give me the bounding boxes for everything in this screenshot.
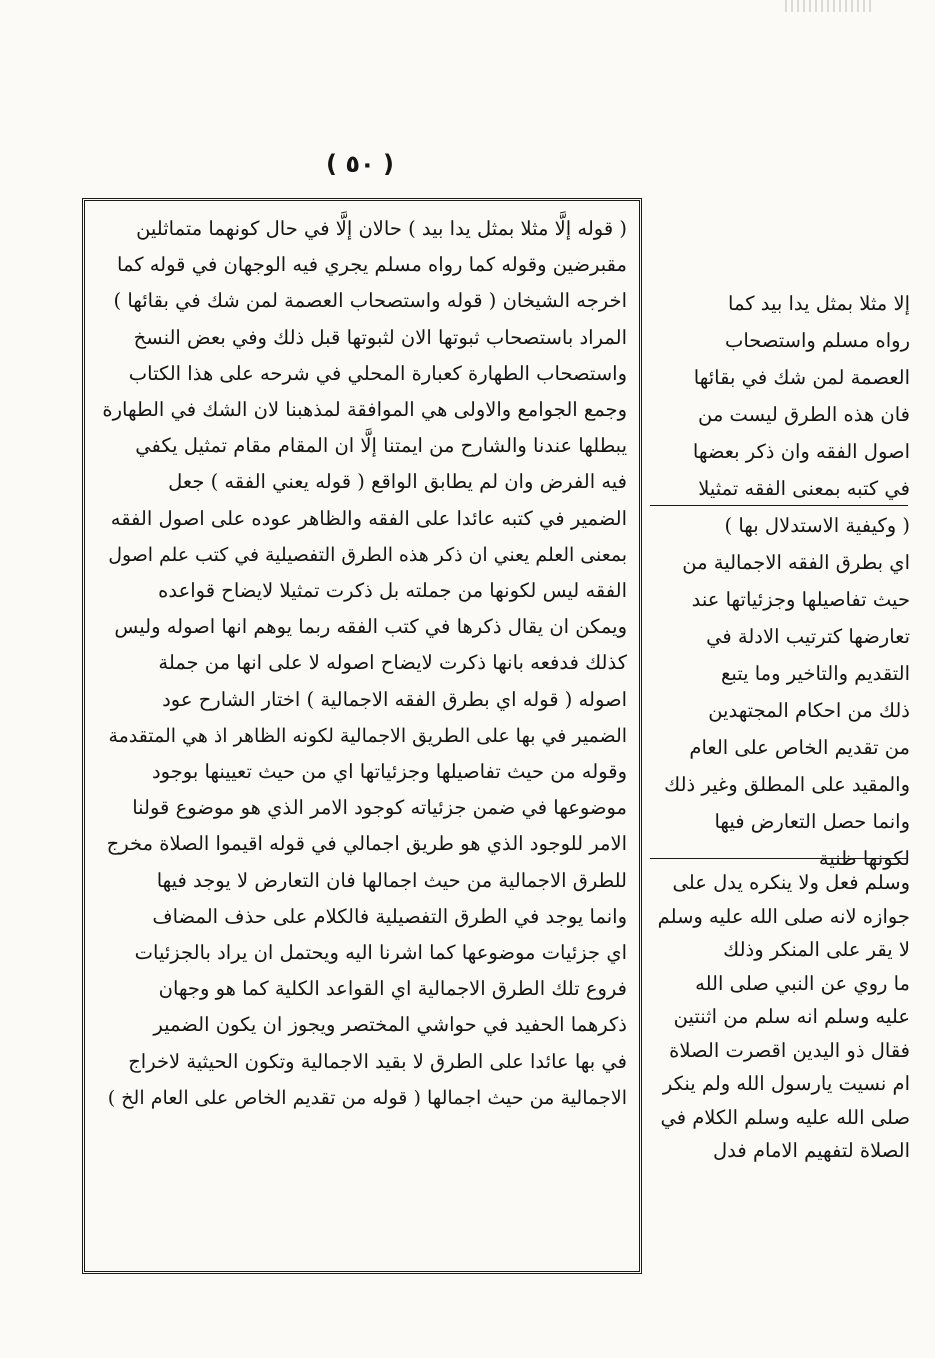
footnote-line: عليه وسلم انه سلم من اثنتين bbox=[673, 1005, 910, 1028]
footnote-separator bbox=[650, 858, 908, 859]
matn-underline bbox=[650, 505, 908, 506]
commentary-line: ويمكن ان يقال ذكرها في كتب الفقه ربما يوهم انها اصوله وليس bbox=[114, 615, 627, 639]
commentary-line: ذكرهما الحفيد في حواشي المختصر ويجوز ان يكون الضمير bbox=[153, 1013, 627, 1037]
commentary-line: الفقه ليس لكونها من جملته بل ذكرت تمثيلا لايضاح قواعده bbox=[158, 579, 627, 603]
scan-artifact bbox=[785, 0, 875, 12]
commentary-line: المراد باستصحاب ثبوتها الان لثبوتها قبل ذلك وفي بعض النسخ bbox=[133, 325, 627, 349]
commentary-line: يبطلها عندنا والشارح من ايمتنا إلَّا ان المقام مقام تمثيل يكفي bbox=[135, 434, 627, 458]
commentary-line: اصوله ( قوله اي بطرق الفقه الاجمالية ) اختار الشارح عود bbox=[162, 687, 627, 711]
matn-line: حيث تفاصيلها وجزئياتها عند bbox=[691, 588, 910, 611]
matn-line: اي بطرق الفقه الاجمالية من bbox=[682, 551, 910, 574]
matn-line: إلا مثلا بمثل يدا بيد كما bbox=[728, 292, 910, 315]
footnote-line: فقال ذو اليدين اقصرت الصلاة bbox=[669, 1038, 910, 1062]
matn-line: وانما حصل التعارض فيها bbox=[714, 810, 910, 833]
matn-line: اصول الفقه وان ذكر بعضها bbox=[692, 440, 910, 463]
footnote-line: لا يقر على المنكر وذلك bbox=[723, 938, 910, 961]
commentary-text bbox=[97, 211, 627, 1116]
matn-column bbox=[650, 285, 910, 877]
footnote-line: وسلم فعل ولا ينكره يدل على bbox=[672, 871, 910, 894]
commentary-line: الاجمالية من حيث اجمالها ( قوله من تقديم الخاص على العام الخ ) bbox=[107, 1086, 627, 1109]
matn-line: العصمة لمن شك في بقائها bbox=[693, 366, 910, 389]
commentary-line: ( قوله إلَّا مثلا بمثل يدا بيد ) حالان إلَّا في حال كونهما متماثلين bbox=[136, 217, 627, 240]
commentary-line: اي جزئيات موضوعها كما اشرنا اليه ويحتمل ان يراد بالجزئيات bbox=[134, 941, 627, 965]
matn-line: في كتبه بمعنى الفقه تمثيلا bbox=[698, 477, 910, 500]
matn-line: لكونها ظنية bbox=[818, 847, 910, 870]
commentary-line: الضمير في كتبه عائدا على الفقه والظاهر عوده على اصول الفقه bbox=[110, 506, 627, 530]
matn-line: ذلك من احكام المجتهدين bbox=[708, 699, 910, 722]
matn-line: التقديم والتاخير وما يتبع bbox=[720, 662, 910, 685]
commentary-line: موضوعها في ضمن جزئياته كوجود الامر الذي هو موضوع قولنا bbox=[132, 796, 627, 820]
footnote-column bbox=[650, 866, 910, 1168]
matn-line: والمقيد على المطلق وغير ذلك bbox=[664, 773, 910, 796]
footnote-line: الصلاة لتفهيم الامام فدل bbox=[713, 1139, 910, 1162]
matn-line: من تقديم الخاص على العام bbox=[689, 736, 910, 759]
commentary-line: للطرق الاجمالية من حيث اجمالها فان التعارض لا يوجد فيها bbox=[156, 868, 627, 892]
matn-line: ( وكيفية الاستدلال بها ) bbox=[724, 514, 910, 537]
footnote-line: ام نسيت يارسول الله ولم ينكر bbox=[662, 1072, 910, 1095]
commentary-line: وجمع الجوامع والاولى هي الموافقة لمذهبنا لان الشك في الطهارة bbox=[102, 398, 627, 422]
matn-line: تعارضها كترتيب الادلة في bbox=[706, 625, 910, 648]
commentary-line: في بها عائدا على الطرق لا بقيد الاجمالية وتكون الحيثية لاخراج bbox=[128, 1049, 627, 1073]
footnote-line: ما روي عن النبي صلى الله bbox=[695, 971, 910, 995]
commentary-frame bbox=[82, 198, 642, 1274]
commentary-line: اخرجه الشيخان ( قوله واستصحاب العصمة لمن شك في بقائها ) bbox=[113, 289, 627, 313]
commentary-line: بمعنى العلم يعني ان ذكر هذه الطرق التفصيلية في كتب علم اصول bbox=[108, 543, 627, 566]
commentary-line: كذلك فدفعه بانها ذكرت لايضاح اصوله لا على انها من جملة bbox=[158, 651, 627, 675]
commentary-line: واستصحاب الطهارة كعبارة المحلي في شرحه على هذا الكتاب bbox=[128, 361, 627, 385]
commentary-line: فيه الفرض وان لم يطابق الواقع ( قوله يعني الفقه ) جعل bbox=[168, 470, 627, 494]
footnote-line: صلى الله عليه وسلم الكلام في bbox=[660, 1105, 910, 1129]
commentary-line: وانما يوجد في الطرق التفصيلية فالكلام على حذف المضاف bbox=[152, 904, 627, 928]
commentary-line: وقوله من حيث تفاصيلها وجزئياتها اي من حيث تعيينها بوجود bbox=[151, 760, 627, 784]
commentary-line: فروع تلك الطرق الاجمالية اي القواعد الكلية كما هو وجهان bbox=[158, 977, 627, 1001]
matn-line: فان هذه الطرق ليست من bbox=[697, 403, 910, 426]
commentary-line: مقبرضين وقوله كما رواه مسلم يجري فيه الوجهان في قوله كما bbox=[117, 253, 627, 277]
page-number: ( ٥٠ ) bbox=[326, 150, 394, 178]
commentary-line: الضمير في بها على الطريق الاجمالية لكونه الظاهر اذ هي المتقدمة bbox=[108, 724, 627, 747]
footnote-line: جوازه لانه صلى الله عليه وسلم bbox=[657, 904, 910, 928]
matn-line: رواه مسلم واستصحاب bbox=[725, 329, 910, 352]
commentary-line: الامر للوجود الذي هو طريق اجمالي في قوله اقيموا الصلاة مخرج bbox=[106, 832, 627, 856]
